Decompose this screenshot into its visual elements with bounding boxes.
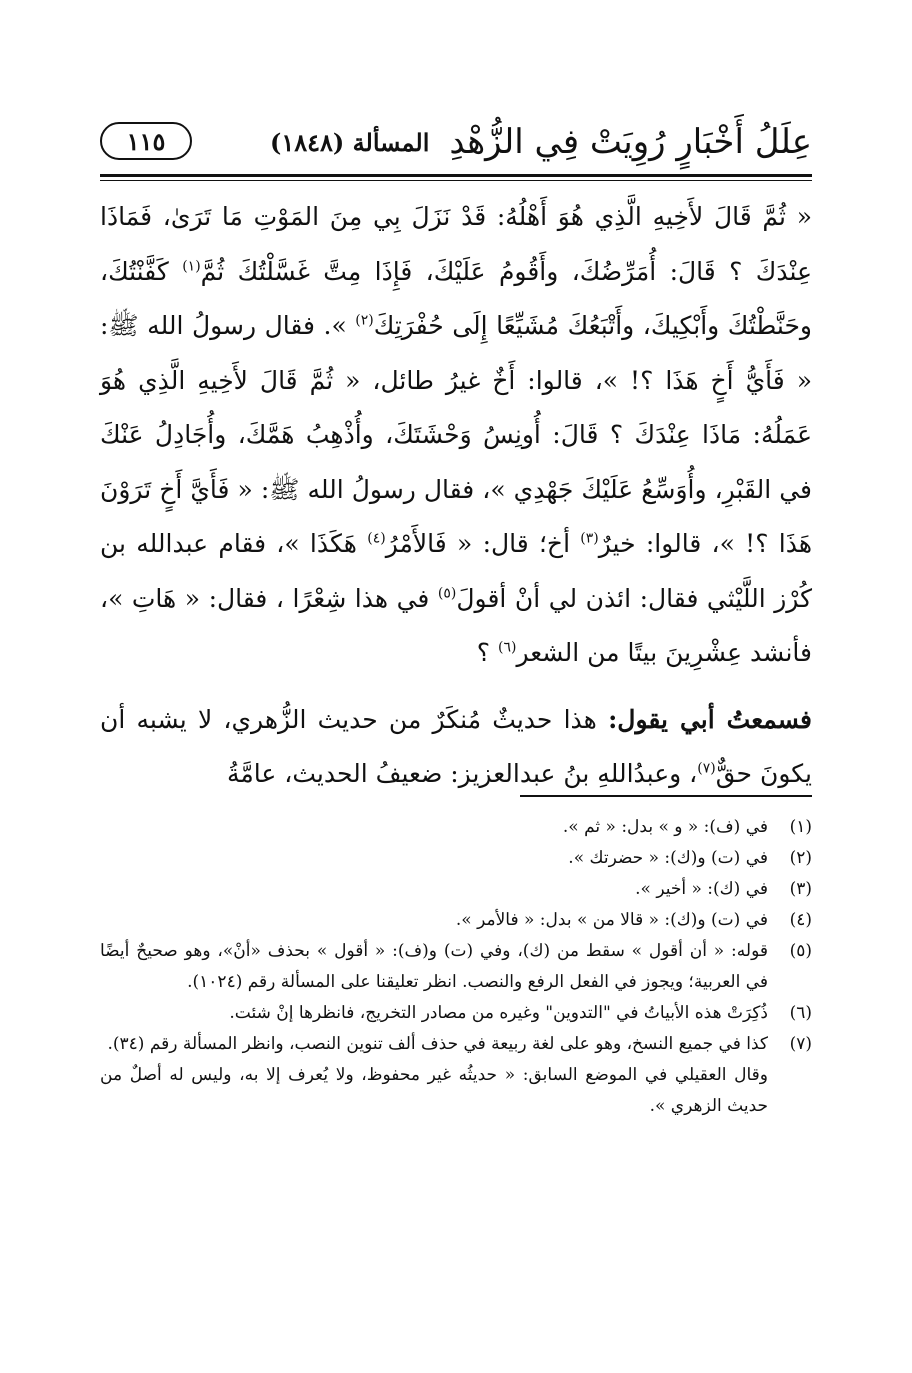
footnote-mark: (٧) [697,760,716,777]
footnote-item [100,998,812,1029]
header-rule-thin [100,180,812,181]
footnote-text: كذا في جميع النسخ، وهو على لغة ربيعة في حذف ألف تنوين النصب، وانظر المسألة رقم (٣٤). [107,1034,768,1054]
footnote-mark: (١) [182,258,201,275]
footnote-text: في (ت) و(ك): « حضرتك ». [568,848,768,868]
footnote-number: (٤) [789,910,812,930]
footnote-text: ذُكِرَتْ هذه الأبياتُ في "التدوين" وغيره من مصادر التخريج، فانظرها إنْ شئت. [229,1003,768,1023]
text-segment: ، وعبدُاللهِ بنُ عبدالعزيز: ضعيفُ الحديث، عامَّةُ [226,759,698,788]
footnote-text: في (ت) و(ك): « قالا من » بدل: « فالأمر ». [455,910,768,930]
issue-number: المسألة (١٨٤٨) [270,128,430,157]
header-rule-thick [100,174,812,177]
footnote-item [100,843,812,874]
footnote-item [100,1029,812,1060]
text-segment: كَفَّنْتُكَ، وحَنَّطْتُكَ وأَبْكِيكَ، وأَتْبَعُكَ مُشَيِّعًا إِلَى حُفْرَتِكَ [100,256,812,340]
footnote-separator [520,795,812,797]
footnote-mark: (٢) [355,312,374,329]
footnotes [100,812,812,1122]
footnote-text: قوله: « أن أقول » سقط من (ك)، وفي (ت) و(ف): « أقول » بحذف «أنْ»، وهو صحيحٌ أيضًا في العربية؛ ويجوز في الفعل الرفع والنصب. انظر تعليقنا على المسألة رقم (١٠٢٤). [100,941,768,992]
text-segment: ». فقال رسولُ الله ﷺ: « فَأَيُّ أَخٍ هَذَا ؟! »، قالوا: أَخٌ غيرُ طائل، « ثُمَّ قَالَ لأَخِيهِ الَّذِي هُوَ عَمَلُهُ: مَاذَا عِنْدَكَ ؟ قَالَ: أُونِسُ وَحْشَتَكَ، وأُذْهِبُ هَمَّكَ، وأُجَادِلُ عَنْكَ في القَبْرِ، وأُوَسِّعُ عَلَيْكَ جَهْدِي »، فقال رسولُ الله ﷺ: « فَأَيَّ أَخٍ تَرَوْنَ هَذَا ؟! »، قالوا: خيرٌ [100,311,813,558]
footnote-item [100,905,812,936]
paragraph-commentary [100,693,812,802]
footnote-number: (٥) [789,941,812,961]
footnote-item [100,874,812,905]
main-text [100,190,812,802]
running-title: عِلَلُ أَخْبَارٍ رُوِيَتْ فِي الزُّهْدِ [449,122,812,162]
commentary-lead: فسمعتُ أبي يقول: [608,704,812,734]
footnote-item [100,936,812,998]
footnote-number: (٣) [789,879,812,899]
footnote-mark: (٦) [497,639,517,656]
footnote-number: (٦) [789,1003,812,1023]
text-segment: « ثُمَّ قَالَ لأَخِيهِ الَّذِي هُوَ أَهْلُهُ: قَدْ نَزَلَ بِي مِنَ المَوْتِ مَا تَرَىٰ، فَمَاذَا عِنْدَكَ ؟ قَالَ: أُمَرِّضُكَ، وأَقُومُ عَلَيْكَ، فَإِذَا مِتَّ غَسَّلْتُكَ ثُمَّ [100,202,812,286]
text-segment: في هذا شِعْرًا ، فقال: « هَاتِ »، فأنشد عِشْرِينَ بيتًا من الشعر [100,583,812,667]
page-header [100,112,812,170]
page-number-badge: ١١٥ [100,122,192,160]
footnote-number: (٢) [789,848,812,868]
text-segment: أخ؛ قال: « فَالأَمْرُ [385,529,581,558]
footnote-text: في (ك): « أخير ». [635,879,768,899]
paragraph-hadith [100,190,812,681]
text-segment: هذا حديثٌ مُنكَرٌ من حديث الزُّهري، لا يشبه أن يكونَ حقٌّ [100,704,812,788]
footnote-number: (٧) [789,1034,812,1054]
footnote-mark: (٣) [580,530,599,547]
footnote-mark: (٥) [437,585,457,602]
footnote-item [100,812,812,843]
text-segment: هَكَذَا »، فقام عبدالله بن كُرْز اللَّيْثي فقال: ائذن لي أنْ أقولَ [100,529,812,613]
footnote-text: في (ف): « و » بدل: « ثم ». [562,817,768,837]
text-segment: ؟ [476,638,498,667]
footnote-continuation: وقال العقيلي في الموضع السابق: « حديثُه غير محفوظ، ولا يُعرف إلا به، وليس له أصلٌ من حديث الزهري ». [100,1065,768,1116]
footnote-number: (١) [789,817,812,837]
footnote-mark: (٤) [367,530,386,547]
